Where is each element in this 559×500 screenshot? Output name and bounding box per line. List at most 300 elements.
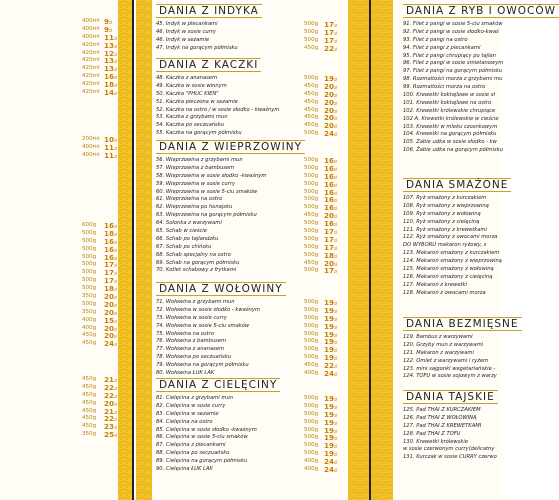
menu-item-name: 59. Wieprzowina w sosie curry	[156, 180, 236, 187]
menu-item-size: 500g	[304, 204, 319, 211]
menu-item	[403, 423, 501, 431]
menu-item-price: 21zł	[104, 375, 118, 384]
menu-item	[156, 315, 342, 323]
section-title: DANIA Z INDYKA	[156, 4, 342, 18]
menu-item-price: 9zł	[104, 24, 113, 34]
menu-item	[156, 83, 342, 91]
menu-item-size: 400g	[82, 316, 97, 323]
menu-item-size: 500g	[304, 243, 319, 250]
menu-item-name: 106. Żabie udka na gorącym półmisku	[403, 147, 503, 154]
menu-item	[0, 285, 118, 293]
menu-item-name: 53. Kaczka z grzybami mun	[156, 114, 228, 121]
menu-item-name: 55. Kaczka na gorącym półmisku	[156, 130, 242, 137]
menu-item	[156, 244, 342, 252]
menu-item	[403, 29, 501, 37]
menu-section	[156, 282, 342, 378]
menu-item-price: 22zł	[104, 414, 118, 424]
menu-item-price: 18zł	[104, 80, 118, 90]
menu-item-size: 500g	[304, 75, 319, 81]
menu-item-size: 500g	[304, 450, 319, 457]
menu-item-size: 500g	[304, 418, 319, 425]
menu-item-price: 19zł	[324, 345, 338, 355]
menu-item-price: 20zł	[104, 323, 118, 333]
menu-item-name: 57. Wieprzowina z bambusem	[156, 164, 235, 171]
menu-item	[0, 42, 118, 50]
menu-item-price: 20zł	[104, 292, 118, 302]
menu-item-name: 65. Schab w cieście	[156, 228, 208, 235]
menu-item-size: 500g	[304, 28, 319, 35]
menu-item	[403, 446, 501, 454]
menu-item-size: 450g	[82, 383, 97, 390]
menu-item	[403, 366, 501, 374]
menu-item-name: 48. Kaczka z ananasem	[156, 75, 218, 81]
menu-item-size: 500g	[82, 237, 97, 244]
menu-item-price: 15zł	[104, 315, 118, 325]
menu-item-name: 50. Kaczka "PHUC KIEN"	[156, 90, 219, 97]
menu-item-price: 17zł	[324, 35, 338, 45]
menu-section	[156, 58, 342, 138]
menu-item	[403, 358, 501, 366]
menu-item-name: 83. Cielęcina w sezamie	[156, 410, 219, 417]
menu-item-price: 19zł	[324, 298, 338, 307]
menu-item-price: 19zł	[324, 441, 338, 451]
menu-item-name: 114. Makaron smażony z wieprzowiną	[403, 258, 502, 265]
menu-item-price: 20zł	[324, 81, 338, 91]
menu-item-name: 51. Kaczka pieczona w sezamie	[156, 98, 238, 105]
menu-item-price: 13zł	[104, 56, 118, 66]
menu-item-price: 20zł	[104, 299, 118, 309]
menu-item-name: 103. Krewetki w mleku czosnkowym	[403, 123, 498, 130]
menu-item-name: 79. Wołowina na gorącym półmisku	[156, 362, 249, 369]
menu-item-name: 46. Indyk w sosie curry	[156, 28, 216, 35]
menu-item	[403, 334, 501, 342]
menu-item-size: 420ml	[82, 81, 100, 88]
menu-item-price: 16zł	[104, 221, 118, 230]
menu-item-size: 450g	[82, 415, 97, 422]
menu-item-name: 91. Filet z pangi w sosie 5-ciu smaków	[403, 21, 503, 27]
menu-item-name: 62. Wieprzowina po honajsku	[156, 204, 233, 211]
menu-item-name: 66. Schab po tajlandzku	[156, 235, 219, 242]
menu-item-price: 17zł	[104, 276, 118, 286]
menu-item-name: 47. Indyk na gorącym półmisku	[156, 44, 238, 51]
menu-item-price: 17zł	[324, 242, 338, 252]
menu-item-size: 450g	[304, 362, 319, 369]
menu-item	[403, 439, 501, 447]
menu-item-name: 125. Pad THAI Z KURCZAKIEM	[403, 407, 481, 413]
menu-item-name: 104. Krewetki na gorącym półmisku	[403, 131, 497, 138]
menu-item-price: 16zł	[324, 171, 338, 181]
menu-item-price: 25zł	[104, 430, 118, 440]
menu-item	[0, 238, 118, 246]
menu-item-price: 23zł	[104, 422, 118, 432]
menu-item	[403, 373, 501, 381]
menu-item-size: 500g	[304, 267, 319, 274]
menu-item	[403, 350, 501, 358]
menu-item	[156, 466, 342, 474]
menu-item	[156, 236, 342, 244]
menu-item-price: 17zł	[324, 266, 338, 276]
menu-item-name: 58. Wieprzowina w sosie słodko -kwaśnym	[156, 172, 267, 179]
menu-item-size: 500g	[304, 314, 319, 321]
menu-item-size: 500g	[304, 306, 319, 313]
menu-item-size: 500g	[82, 261, 97, 268]
menu-item-price: 24zł	[324, 129, 338, 139]
menu-item-name: 52. Kaczka na ostro / w sosie słodko - kwaśnym	[156, 106, 280, 113]
menu-item-size: 500g	[82, 277, 97, 284]
menu-item-price: 10zł	[104, 135, 118, 144]
menu-item-size: 450g	[304, 212, 319, 219]
menu-item-price: 17zł	[324, 234, 338, 244]
menu-item	[156, 299, 342, 307]
menu-item-price: 18zł	[104, 284, 118, 294]
menu-item	[403, 100, 501, 108]
menu-item-price: 16zł	[104, 72, 118, 82]
menu-item	[0, 325, 118, 333]
menu-item-size: 500g	[304, 299, 319, 305]
menu-section	[156, 4, 342, 53]
menu-item-size: 400g	[304, 370, 319, 377]
menu-item-name: 116. Makaron smażony z cielęciną	[403, 273, 493, 280]
menu-item-size: 400g	[304, 466, 319, 473]
left-section	[0, 18, 118, 97]
menu-item-price: 16zł	[324, 203, 338, 213]
menu-item-price: 20zł	[324, 258, 338, 268]
menu-item	[0, 81, 118, 89]
menu-item-price: 20zł	[104, 331, 118, 341]
menu-item-name: 131. Kurczak w sosie CURRY czerwo	[403, 454, 497, 461]
menu-item-price: 19zł	[324, 449, 338, 459]
menu-item	[403, 45, 501, 53]
menu-item-size: 500g	[82, 300, 97, 307]
menu-item	[0, 340, 118, 348]
menu-item-size: 450g	[304, 98, 319, 105]
menu-item	[0, 309, 118, 317]
menu-item-size: 500g	[82, 253, 97, 260]
menu-item-name: 128. Pad THAI Z TOFU	[403, 430, 461, 437]
menu-item-size: 450g	[304, 106, 319, 113]
menu-item	[156, 228, 342, 236]
menu-item	[156, 37, 342, 45]
menu-item-size: 500g	[82, 245, 97, 252]
menu-item-size: 500g	[304, 442, 319, 449]
menu-item	[0, 376, 118, 384]
menu-item-size: 400g	[304, 458, 319, 465]
menu-item-name: 90. Cielęcina ŁUK LAK	[156, 466, 213, 473]
menu-item-name: 109. Ryż smażony z wołowiną	[403, 210, 481, 217]
menu-section	[403, 317, 519, 381]
menu-item-name: 71. Wołowina z grzybami mun	[156, 299, 235, 305]
menu-item-size: 450g	[304, 122, 319, 129]
menu-item-size: 350g	[82, 308, 97, 315]
menu-item-price: 16zł	[324, 187, 338, 197]
menu-item-price: 9zł	[104, 17, 113, 26]
menu-section	[156, 140, 342, 275]
menu-item-name: 115. Makaron smażony z wołowiną	[403, 266, 494, 273]
menu-item	[403, 211, 501, 219]
menu-item-price: 17zł	[324, 27, 338, 37]
menu-item-price: 19zł	[324, 353, 338, 363]
menu-item-price: 24zł	[324, 457, 338, 467]
menu-item	[403, 342, 501, 350]
menu-item-price: 20zł	[324, 97, 338, 107]
menu-item-size: 500g	[304, 130, 319, 137]
left-section	[0, 376, 118, 439]
menu-item-name: 112. Ryż smażony z owocami morza	[403, 234, 498, 241]
menu-item	[0, 269, 118, 277]
menu-item-size: 500g	[304, 180, 319, 187]
menu-item-name: 81. Cielęcina z grzybami mun	[156, 395, 234, 401]
menu-item-name: 102. Krewetki królewskie chrupiące	[403, 107, 496, 114]
menu-item	[403, 282, 501, 290]
menu-item-price: 17zł	[324, 227, 338, 237]
menu-item-name: 119. Bambus z warzywami	[403, 334, 473, 340]
menu-item-name: 124. TOFU w sosie sojowym z warzy	[403, 373, 497, 380]
menu-item-name: 117. Makaron z krewetki	[403, 281, 467, 288]
menu-item-name: 130. Krewetki królewskie	[403, 438, 469, 445]
menu-item	[0, 301, 118, 309]
menu-item	[0, 384, 118, 392]
menu-item-name: 89. Cielęcina na gorącym półmisku	[156, 458, 248, 465]
menu-item-price: 16zł	[324, 156, 338, 165]
menu-item-size: 500g	[304, 354, 319, 361]
menu-item	[403, 454, 501, 462]
right-inner-strip	[371, 0, 393, 500]
menu-item-name: 95. Filet z pangi chrupiący po tajlan	[403, 52, 496, 59]
menu-item	[156, 181, 342, 189]
menu-item	[156, 370, 342, 378]
menu-item	[156, 21, 342, 29]
menu-item-name: 77. Wołowina z ananasem	[156, 346, 225, 353]
menu-item	[0, 293, 118, 301]
menu-item-size: 500g	[304, 434, 319, 441]
menu-item	[403, 219, 501, 227]
menu-item-size: 450g	[304, 259, 319, 266]
menu-item	[0, 254, 118, 262]
menu-item	[0, 408, 118, 416]
menu-item-name: 63. Wieprzowina na gorącym półmisku	[156, 212, 257, 219]
menu-item	[156, 189, 342, 197]
menu-item-price: 13zł	[104, 40, 118, 50]
menu-item-name: 73. Wołowina w sosie curry	[156, 314, 227, 321]
menu-item	[0, 261, 118, 269]
menu-item	[156, 403, 342, 411]
menu-item	[156, 307, 342, 315]
menu-item	[156, 395, 342, 403]
menu-item-price: 14zł	[104, 88, 118, 98]
menu-item-name: 94. Filet z pangi z plecankami	[403, 44, 481, 51]
menu-item-price: 16zł	[324, 195, 338, 205]
menu-item	[403, 131, 501, 139]
menu-section	[403, 390, 501, 462]
menu-item-price: 17zł	[104, 268, 118, 278]
menu-item-name: 102 A. Krewetki królewskie w cieście	[403, 115, 499, 122]
menu-item-size: 200ml	[82, 136, 100, 142]
menu-item-name: 82. Cielęcina w sosie curry	[156, 402, 226, 409]
menu-item	[156, 75, 342, 83]
menu-item	[403, 37, 501, 45]
section-title: DANIA Z WOŁOWINY	[156, 282, 342, 296]
menu-item-size: 500g	[304, 188, 319, 195]
menu-item	[0, 136, 118, 144]
menu-item-size: 450g	[304, 114, 319, 121]
menu-item	[156, 220, 342, 228]
menu-section	[403, 4, 556, 155]
menu-item	[0, 89, 118, 97]
middle-menu-panel	[134, 0, 348, 500]
menu-item	[403, 266, 501, 274]
menu-item-price: 19zł	[324, 313, 338, 323]
menu-item-price: 24zł	[324, 465, 338, 475]
menu-item-name: 107. Ryż smażony z kurczakiem	[403, 195, 487, 201]
menu-item-price: 16zł	[104, 244, 118, 254]
menu-item-price: 19zł	[324, 409, 338, 419]
menu-item-name: 126. Pad THAI Z WOŁOWINĄ	[403, 414, 477, 421]
menu-item-size: 500g	[304, 402, 319, 409]
menu-item-size: 450g	[82, 340, 97, 347]
menu-item	[156, 165, 342, 173]
menu-item-price: 19zł	[324, 433, 338, 443]
menu-item-name: 72. Wołowina w sosie słodko - kwaśnym	[156, 306, 260, 313]
menu-item	[0, 50, 118, 58]
menu-item-name: 101. Krewetki koktajlowe na ostro	[403, 99, 492, 106]
menu-item-size: 500g	[304, 346, 319, 353]
menu-item	[403, 195, 501, 203]
menu-item-name: 60. Wieprzowina w sosie 5-ciu smaków	[156, 188, 258, 195]
menu-item-price: 22zł	[324, 43, 338, 53]
menu-item	[0, 230, 118, 238]
menu-item-size: 500g	[304, 426, 319, 433]
menu-item-size: 500g	[304, 235, 319, 242]
menu-item-name: 127. Pad THAI Z KREWETKAMI	[403, 422, 482, 429]
menu-item	[403, 234, 501, 242]
menu-item	[403, 92, 501, 100]
menu-item	[156, 212, 342, 220]
menu-item-price: 11zł	[104, 32, 118, 42]
menu-item-size: 450g	[304, 90, 319, 97]
menu-item-name: 113. Makaron smażony z kurczakiem	[403, 250, 500, 257]
menu-item	[156, 196, 342, 204]
menu-item-name: 61. Wieprzowina na ostro	[156, 196, 223, 203]
section-title: DANIA BEZMIĘSNE	[403, 317, 501, 331]
menu-item-price: 20zł	[324, 89, 338, 99]
menu-item	[156, 354, 342, 362]
menu-item-size: 350g	[82, 431, 97, 438]
right-decor-strip	[348, 0, 370, 500]
menu-item	[0, 26, 118, 34]
section-title: DANIA Z WIEPRZOWINY	[156, 140, 342, 154]
menu-item-size: 350g	[82, 293, 97, 300]
menu-item	[156, 362, 342, 370]
section-title: DANIA Z RYB I OWOCÓW	[403, 4, 501, 18]
menu-item	[0, 317, 118, 325]
menu-item-size: 500g	[304, 228, 319, 235]
menu-item-name: 111. Ryż smażony z krewetkami	[403, 226, 487, 233]
menu-item-name: 110. Ryż smażony z cielęciną	[403, 218, 480, 225]
section-title: DANIA Z KACZKI	[156, 58, 342, 72]
menu-item	[0, 431, 118, 439]
menu-item-price: 21zł	[104, 406, 118, 416]
menu-item	[403, 250, 501, 258]
menu-item-size: 400ml	[82, 18, 100, 24]
menu-item-size: 400ml	[82, 151, 100, 158]
menu-item	[403, 242, 501, 250]
menu-item	[156, 419, 342, 427]
menu-item-name: 70. Kotlet schabowy z frytkami	[156, 267, 237, 274]
menu-item-name: 69. Schab na gorącym półmisku	[156, 259, 240, 266]
menu-item-name: 93. Filet z pangi na ostro	[403, 36, 468, 43]
menu-item	[0, 152, 118, 160]
menu-item-price: 24zł	[324, 369, 338, 379]
menu-item-size: 500g	[304, 172, 319, 179]
menu-item	[0, 277, 118, 285]
menu-item	[0, 222, 118, 230]
menu-item	[403, 116, 501, 124]
menu-item-name: 46. Indyk w sezamie	[156, 36, 210, 43]
menu-item	[403, 84, 501, 92]
section-title: DANIA SMAŻONE	[403, 178, 501, 192]
menu-item-name: 84. Cielęcina na ostro	[156, 418, 213, 425]
menu-item	[156, 173, 342, 181]
menu-item-name: 97. Filet z pangi na gorącym półmisku	[403, 68, 503, 75]
menu-item-name: 122. Omlet z warzywami i ryżem	[403, 357, 489, 364]
menu-item	[403, 108, 501, 116]
menu-item	[403, 290, 501, 298]
menu-item-size: 500g	[304, 338, 319, 345]
menu-item-size: 500g	[304, 220, 319, 227]
menu-item	[0, 73, 118, 81]
menu-section	[156, 378, 342, 474]
menu-item	[403, 431, 501, 439]
menu-item-name: 64. Sołonka z warzywami	[156, 220, 222, 227]
menu-item-name: 85. Cielęcina w sosie słodko -kwaśnym	[156, 426, 257, 433]
menu-item-size: 450g	[82, 399, 97, 406]
menu-item-name: 75. Wołowina na ostro	[156, 330, 214, 337]
menu-item-name: 78. Wołowina po seczuańsku	[156, 354, 231, 361]
menu-item-name: 67. Schab po chińsku	[156, 243, 212, 250]
menu-item	[156, 130, 342, 138]
menu-item-name: 98. Rozmaitości morza z grzybami mu	[403, 76, 503, 83]
menu-item	[156, 107, 342, 115]
menu-item-size: 400ml	[82, 33, 100, 40]
menu-item-name: 76. Wołowina z bambusem	[156, 338, 227, 345]
menu-item	[156, 450, 342, 458]
menu-item	[403, 407, 501, 415]
menu-item-name: 54. Kaczka po seczuańsku	[156, 122, 225, 129]
menu-item-size: 500g	[82, 269, 97, 276]
menu-item-size: 600g	[82, 222, 97, 228]
menu-item	[156, 99, 342, 107]
menu-item-size: 450g	[304, 82, 319, 89]
menu-item	[156, 411, 342, 419]
right-menu-panel	[371, 0, 556, 500]
menu-item	[156, 91, 342, 99]
menu-item-size: 500g	[304, 410, 319, 417]
menu-item	[0, 400, 118, 408]
menu-item-size: 420ml	[82, 65, 100, 72]
menu-item	[403, 76, 501, 84]
menu-item	[156, 29, 342, 37]
menu-item	[0, 57, 118, 65]
menu-item-price: 19zł	[324, 401, 338, 411]
menu-item	[156, 331, 342, 339]
menu-item-price: 16zł	[324, 163, 338, 173]
menu-item	[156, 45, 342, 53]
menu-item-name: 68. Schab specjalny na ostro	[156, 251, 231, 258]
menu-item	[0, 392, 118, 400]
menu-item-size: 500g	[304, 395, 319, 401]
menu-item-price: 16zł	[324, 179, 338, 189]
menu-item	[0, 423, 118, 431]
